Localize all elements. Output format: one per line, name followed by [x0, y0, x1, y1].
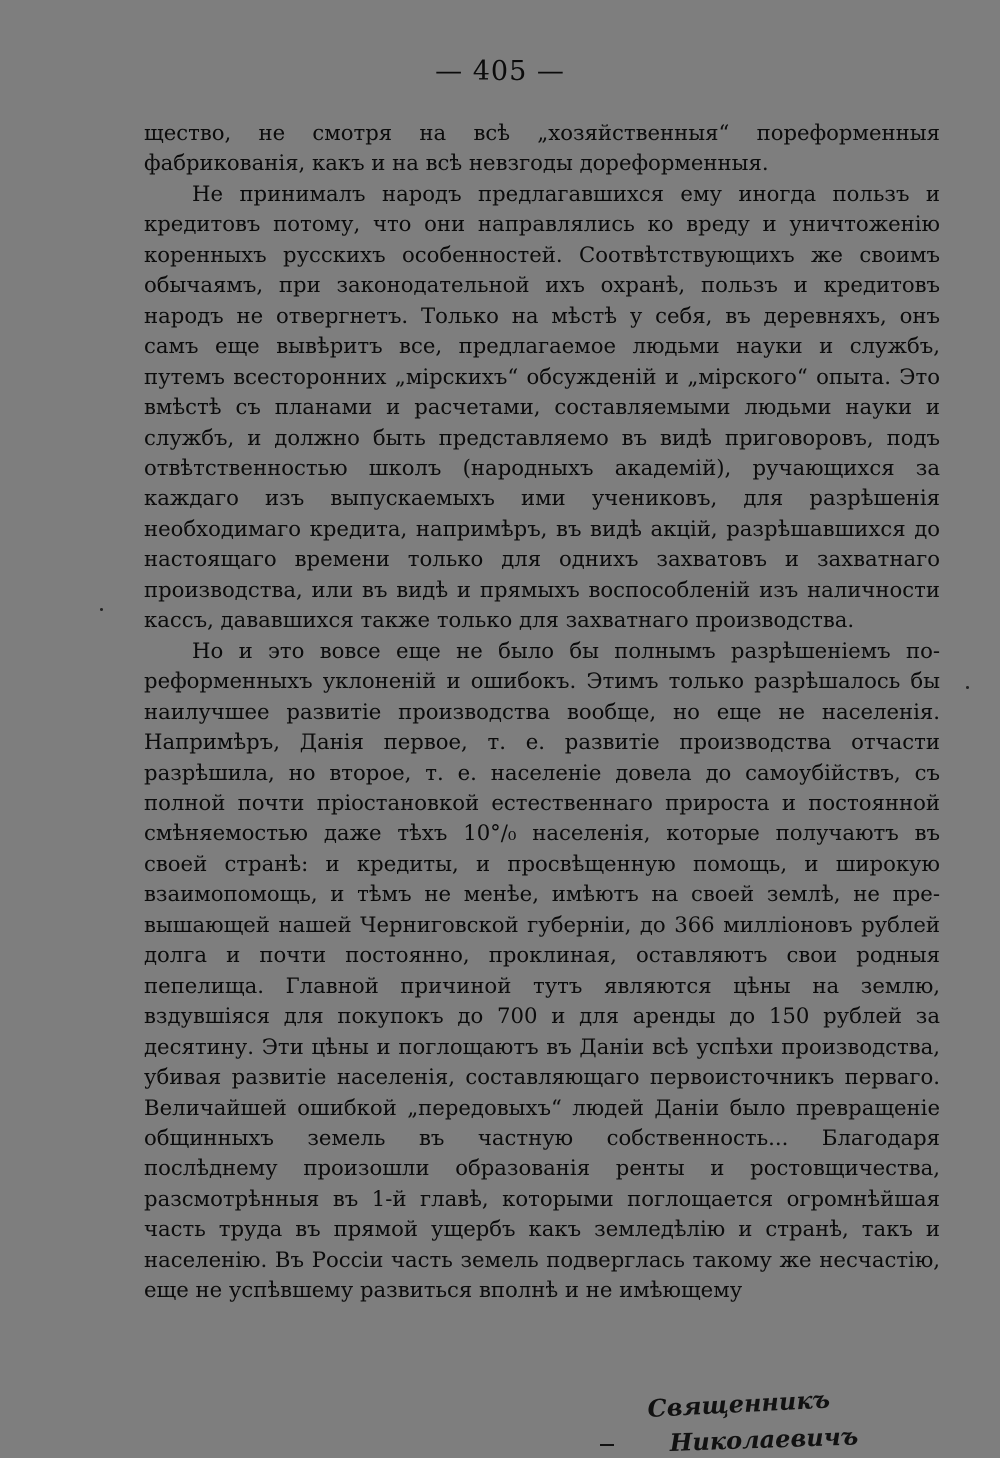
handwritten-signature: [600, 1385, 940, 1454]
svg-text:Священникъ: Священникъ: [646, 1385, 831, 1423]
svg-text:Николаевичъ: Николаевичъ: [669, 1421, 859, 1454]
page-number: — 405 —: [435, 56, 565, 87]
paragraph-2: Не принималъ народъ предлагавшихся ему иногда пользъ и кредитовъ потому, что они направлялись ко вреду и уничтоженію коренныхъ русскихъ особенностей. Соотвѣтствующихъ же своимъ обычаямъ, при законодательной ихъ охранѣ, пользъ и кредитовъ народъ не отвергнетъ. Только на мѣстѣ у себя, въ деревняхъ, онъ самъ еще вывѣритъ все, предлагаемое людьми науки и службъ, путемъ всесторонних „мірскихъ“ обсужденій и „мірского“ опыта. Это вмѣстѣ съ планами и расчетами, составляемыми людьми науки и службъ, и должно быть представляемо въ видѣ приговоровъ, подъ отвѣтственностью школъ (народныхъ академій), ручающихся за каждаго изъ выпускаемыхъ ими учениковъ, для разрѣшенія необходимаго кредита, напримѣръ, въ видѣ акцій, разрѣшавшихся до настоящаго времени только для однихъ захватовъ и захватнаго производства, или въ видѣ и прямыхъ воспособленій изъ наличности кассъ, дававшихся также только для захватнаго производства.: [144, 180, 940, 633]
scan-speck: [966, 686, 969, 689]
paragraph-3: Но и это вовсе еще не было бы полнымъ разрѣшеніемъ пореформенныхъ уклоненій и ошибокъ. Этимъ только разрѣшалось бы наилучшее развитіе производства вообще, но еще не населенія. Напримѣръ, Данія первое, т. е. развитіе производства отчасти разрѣшила, но второе, т. е. населеніе довела до самоубійствъ, съ полной почти пріостановкой естественнаго прироста и постоянной смѣняемостью даже тѣхъ 10°/₀ населенія, которые получаютъ въ своей странѣ: и кредиты, и просвѣщенную помощь, и широкую взаимопомощь, и тѣмъ не менѣе, имѣютъ на своей землѣ, не превышающей нашей Черниговской губерніи, до 366 милліоновъ рублей долга и почти постоянно, проклиная, оставляютъ свои родныя пепелища. Главной причиной тутъ являются цѣны на землю, вздувшіяся для покупокъ до 700 и для аренды до 150 рублей за десятину. Эти цѣны и поглощаютъ въ Даніи всѣ успѣхи производства, убивая развитіе населенія, составляющаго первоисточникъ перваго. Величайшей ошибкой „передовыхъ“ людей Даніи было превращеніе общинныхъ земель въ частную собственность... Благодаря послѣднему произошли образованія ренты и ростовщичества, разсмотрѣнныя въ 1-й главѣ, которыми поглощается огромнѣйшая часть труда въ прямой ущербъ какъ земледѣлію и странѣ, такъ и населенію. Въ Россіи часть земель подверглась такому же несчастію, еще не успѣвшему развиться вполнѣ и не имѣющему: [144, 637, 940, 1303]
page-body: [144, 118, 940, 1306]
scan-speck: [100, 608, 103, 611]
paragraph-1: щество, не смотря на всѣ „хозяйственныя“ пореформенныя фабрикованія, какъ и на всѣ невзгоды дореформенныя.: [144, 120, 940, 176]
